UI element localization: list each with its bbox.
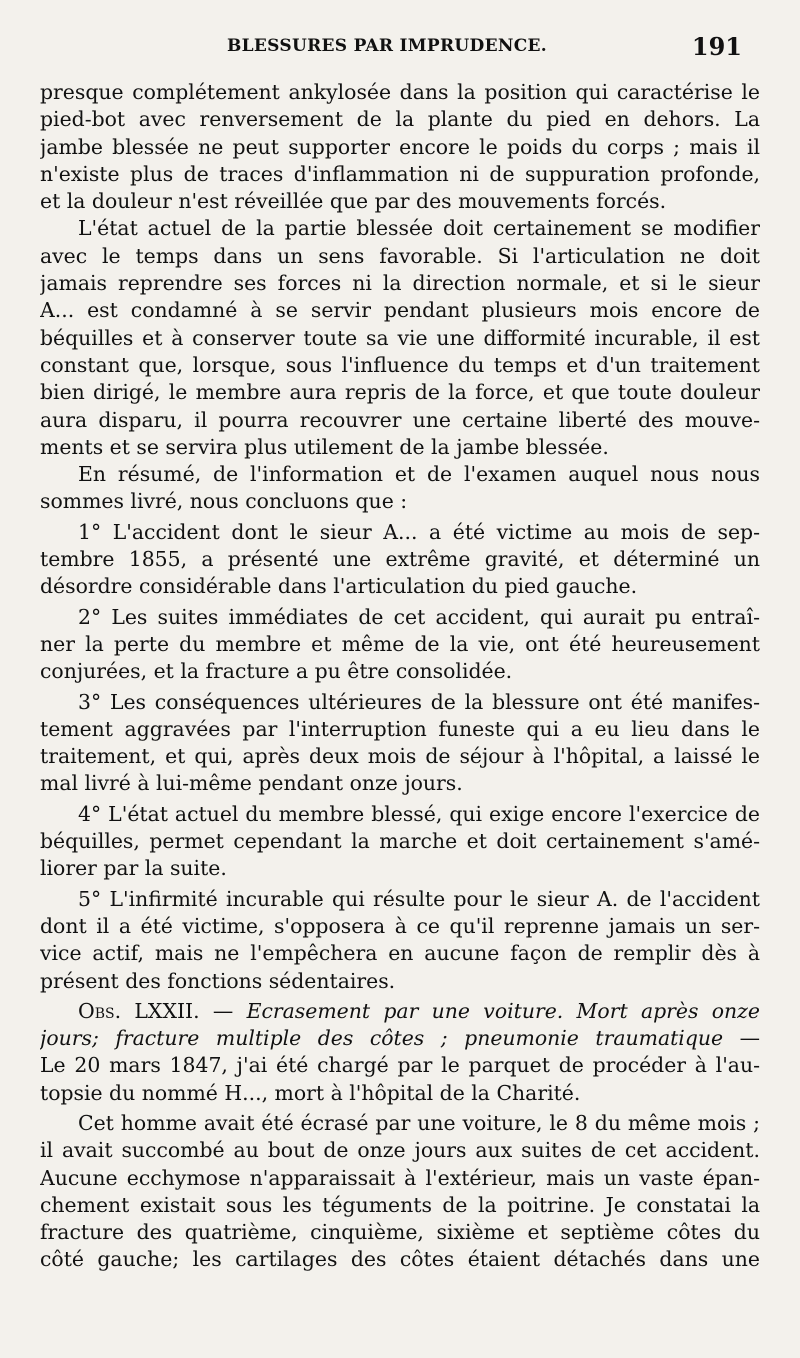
text-line: côté gauche; les cartilages des côtes étaient détachés dans une: [40, 1247, 760, 1272]
text-line: traitement, et qui, après deux mois de séjour à l'hôpital, a laissé le: [40, 744, 760, 769]
conclusion-2: 2° Les suites immédiates de cet accident, qui aurait pu entraî-: [78, 604, 760, 629]
conclusion-4: 4° L'état actuel du membre blessé, qui exige encore l'exercice de: [78, 801, 760, 826]
text-line: conjurées, et la fracture a pu être consolidée.: [40, 659, 513, 684]
text-line: jambe blessée ne peut supporter encore le poids du corps ; mais il: [40, 134, 760, 159]
observation-title-2: jours; fracture multiple des côtes ; pneumonie traumatique: [40, 1026, 724, 1051]
page-body: [40, 79, 760, 1274]
observation-title-1: Ecrasement par une voiture. Mort après onze: [246, 998, 760, 1023]
page-number: 191: [691, 32, 742, 61]
text-line: ner la perte du membre et même de la vie, ont été heureusement: [40, 631, 760, 656]
text-line: béquilles et à conserver toute sa vie une difformité incurable, il est: [40, 325, 760, 350]
text-line: Cet homme avait été écrasé par une voiture, le 8 du même mois ;: [78, 1110, 760, 1135]
running-title: BLESSURES PAR IMPRUDENCE.: [227, 36, 547, 56]
text-line: et la douleur n'est réveillée que par des mouvements forcés.: [40, 189, 667, 214]
observation-heading-cont: [40, 1025, 760, 1052]
text-line: liorer par la suite.: [40, 856, 227, 881]
text-line: béquilles, permet cependant la marche et doit certainement s'amé-: [40, 829, 760, 854]
observation-label: Obs. LXXII.: [78, 998, 200, 1023]
text-line: Le 20 mars 1847, j'ai été chargé par le parquet de procéder à l'au-: [40, 1053, 760, 1078]
text-line: présent des fonctions sédentaires.: [40, 968, 396, 993]
observation-heading: [40, 998, 760, 1025]
text-line: ments et se servira plus utilement de la jambe blessée.: [40, 434, 609, 459]
text-line: dont il a été victime, s'opposera à ce qu'il reprenne jamais un ser-: [40, 913, 760, 938]
text-line: jamais reprendre ses forces ni la direction normale, et si le sieur: [40, 271, 760, 296]
text-line: il avait succombé au bout de onze jours aux suites de cet accident.: [40, 1138, 760, 1163]
text-line: Aucune ecchymose n'apparaissait à l'extérieur, mais un vaste épan-: [40, 1165, 760, 1190]
text-line: tement aggravées par l'interruption funeste qui a eu lieu dans le: [40, 716, 760, 741]
text-line: fracture des quatrième, cinquième, sixième et septième côtes du: [40, 1220, 760, 1245]
text-line: topsie du nommé H..., mort à l'hôpital de la Charité.: [40, 1080, 581, 1105]
text-line: n'existe plus de traces d'inflammation ni de suppuration profonde,: [40, 161, 760, 186]
text-line: tembre 1855, a présenté une extrême gravité, et déterminé un: [40, 547, 760, 572]
conclusion-1: 1° L'accident dont le sieur A... a été victime au mois de sep-: [78, 519, 760, 544]
text-line: presque complétement ankylosée dans la position qui caractérise le: [40, 80, 760, 104]
conclusion-5: 5° L'infirmité incurable qui résulte pour le sieur A. de l'accident: [78, 886, 760, 911]
text-line: bien dirigé, le membre aura repris de la force, et que toute douleur: [40, 380, 760, 405]
text-line: pied-bot avec renversement de la plante du pied en dehors. La: [40, 107, 760, 132]
page-header: [0, 34, 800, 60]
text-line: aura disparu, il pourra recouvrer une certaine liberté des mouve-: [40, 407, 760, 432]
text-line: A... est condamné à se servir pendant plusieurs mois encore de: [40, 298, 760, 323]
text-line: avec le temps dans un sens favorable. Si l'articulation ne doit: [40, 243, 760, 268]
text-line: désordre considérable dans l'articulation du pied gauche.: [40, 574, 638, 599]
text-line: vice actif, mais ne l'empêchera en aucune façon de remplir dès à: [40, 941, 760, 966]
text-line: chement existait sous les téguments de la poitrine. Je constatai la: [40, 1192, 760, 1217]
observation-dash: —: [199, 998, 247, 1023]
conclusion-3: 3° Les conséquences ultérieures de la blessure ont été manifes-: [78, 689, 760, 714]
text-line: sommes livré, nous concluons que :: [40, 489, 408, 514]
text-line: constant que, lorsque, sous l'influence du temps et d'un traitement: [40, 352, 760, 377]
text-line: En résumé, de l'information et de l'examen auquel nous nous: [78, 462, 760, 487]
observation-dash-2: —: [723, 1026, 760, 1051]
text-line: mal livré à lui-même pendant onze jours.: [40, 771, 463, 796]
text-line: L'état actuel de la partie blessée doit certainement se modifier: [78, 216, 760, 241]
